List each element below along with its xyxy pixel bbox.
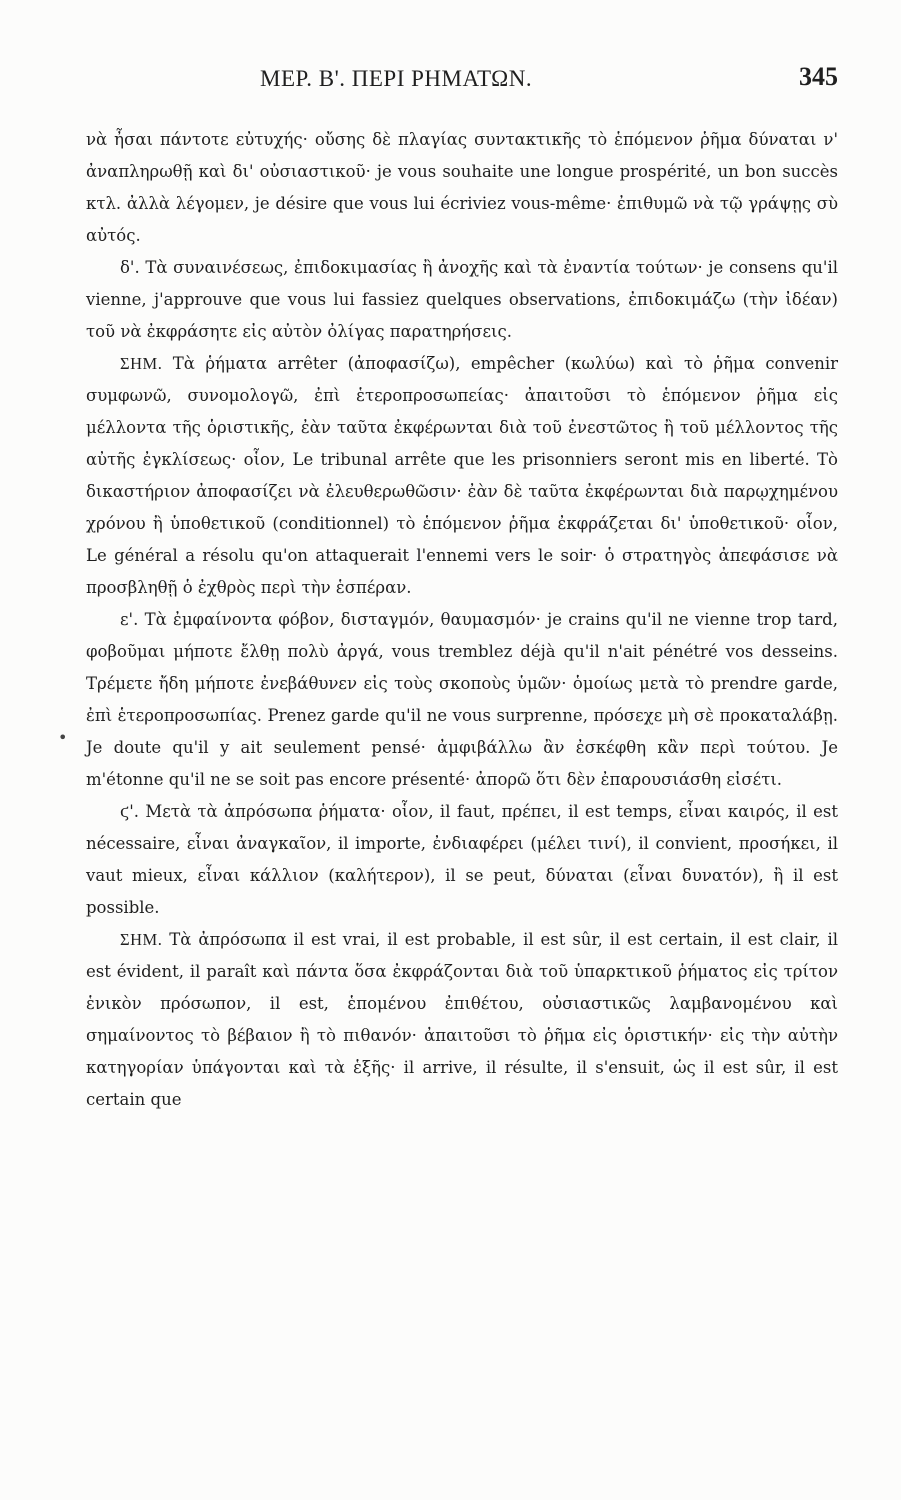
paragraph-section-st: ϛ'. Μετὰ τὰ ἀπρόσωπα ῥήματα· οἷον, il faut, πρέπει, il est temps, εἶναι καιρός, il est nécessaire, εἶναι ἀναγκαῖον, il importe, ἐνδιαφέρει (μέλει τινί), il convient, προσήκει, il vaut mieux, εἶναι κάλλιον (καλήτερον), il se peut, δύναται (εἶναι δυνατόν), ἢ il est possible. — [86, 802, 838, 917]
body-text — [86, 124, 838, 1116]
note-text: Τὰ ἀπρόσωπα il est vrai, il est probable, il est sûr, il est certain, il est clair, il est évident, il paraît καὶ πάντα ὅσα ἐκφράζονται διὰ τοῦ ὑπαρκτικοῦ ῥήματος εἰς τρίτον ἑνικὸν πρόσωπον, il est, ἑπομένου ἐπιθέτου, οὐσιαστικῶς λαμβανομένου καὶ σημαίνοντος τὸ βέβαιον ἢ τὸ πιθανόν· ἀπαιτοῦσι τὸ ῥῆμα εἰς ὁριστικήν· εἰς τὴν αὐτὴν κατηγορίαν ὑπάγονται καὶ τὰ ἑξῆς· il arrive, il résulte, il s'ensuit, ὡς il est sûr, il est certain que — [86, 930, 838, 1109]
paragraph-note-1 — [86, 348, 838, 604]
page-number: 345 — [799, 62, 838, 91]
note-label: ΣΗΜ. — [120, 930, 163, 949]
running-title: ΜΕΡ. Β'. ΠΕΡΙ ΡΗΜΑΤΩΝ. — [260, 66, 533, 91]
paragraph-section-e: ε'. Τὰ ἐμφαίνοντα φόβον, δισταγμόν, θαυμασμόν· je crains qu'il ne vienne trop tard, φοβοῦμαι μήποτε ἔλθῃ πολὺ ἀργά, vous tremblez déjà qu'il n'ait pénétré vos desseins. Τρέμετε ἤδη μήποτε ἐνεβάθυνεν εἰς τοὺς σκοποὺς ὑμῶν· ὁμοίως μετὰ τὸ prendre garde, ἐπὶ ἑτεροπροσωπίας. Prenez garde qu'il ne vous surprenne, πρόσεχε μὴ σὲ προκαταλάβῃ. Je doute qu'il y ait seulement pensé· ἀμφιβάλλω ἂν ἐσκέφθη κἂν περὶ τούτου. Je m'étonne qu'il ne se soit pas encore présenté· ἀπορῶ ὅτι δὲν ἐπαρουσιάσθη εἰσέτι. — [86, 610, 838, 789]
paragraph-section-d: δ'. Τὰ συναινέσεως, ἐπιδοκιμασίας ἢ ἀνοχῆς καὶ τὰ ἐναντία τούτων· je consens qu'il vienne, j'approuve que vous lui fassiez quelques observations, ἐπιδοκιμάζω (τὴν ἰδέαν) τοῦ νὰ ἐκφράσητε εἰς αὐτὸν ὀλίγας παρατηρήσεις. — [86, 258, 838, 341]
margin-mark: • — [58, 728, 68, 747]
paragraph-continuation: νὰ ἦσαι πάντοτε εὐτυχής· οὔσης δὲ πλαγίας συντακτικῆς τὸ ἑπόμενον ῥῆμα δύναται ν' ἀναπληρωθῇ καὶ δι' οὐσιαστικοῦ· je vous souhaite une longue prospérité, un bon succès κτλ. ἀλλὰ λέγομεν, je désire que vous lui écriviez vous-même· ἐπιθυμῶ νὰ τῷ γράψῃς σὺ αὐτός. — [86, 130, 838, 245]
note-text: Τὰ ῥήματα arrêter (ἀποφασίζω), empêcher (κωλύω) καὶ τὸ ῥῆμα convenir συμφωνῶ, συνομολογῶ, ἐπὶ ἑτεροπροσωπείας· ἀπαιτοῦσι τὸ ἑπόμενον ῥῆμα εἰς μέλλοντα τῆς ὁριστικῆς, ἐὰν ταῦτα ἐκφέρωνται διὰ τοῦ ἐνεστῶτος ἢ τοῦ μέλλοντος τῆς αὐτῆς ἐγκλίσεως· οἷον, Le tribunal arrête que les prisonniers seront mis en liberté. Τὸ δικαστήριον ἀποφασίζει νὰ ἐλευθερωθῶσιν· ἐὰν δὲ ταῦτα ἐκφέρωνται διὰ παρῳχημένου χρόνου ἢ ὑποθετικοῦ (conditionnel) τὸ ἑπόμενον ῥῆμα ἐκφράζεται δι' ὑποθετικοῦ· οἷον, Le général a résolu qu'on attaquerait l'ennemi vers le soir· ὁ στρατηγὸς ἀπεφάσισε νὰ προσβληθῇ ὁ ἐχθρὸς περὶ τὴν ἑσπέραν. — [86, 354, 838, 597]
paragraph-note-2 — [86, 924, 838, 1116]
note-label: ΣΗΜ. — [120, 354, 163, 373]
page-header — [86, 62, 838, 106]
